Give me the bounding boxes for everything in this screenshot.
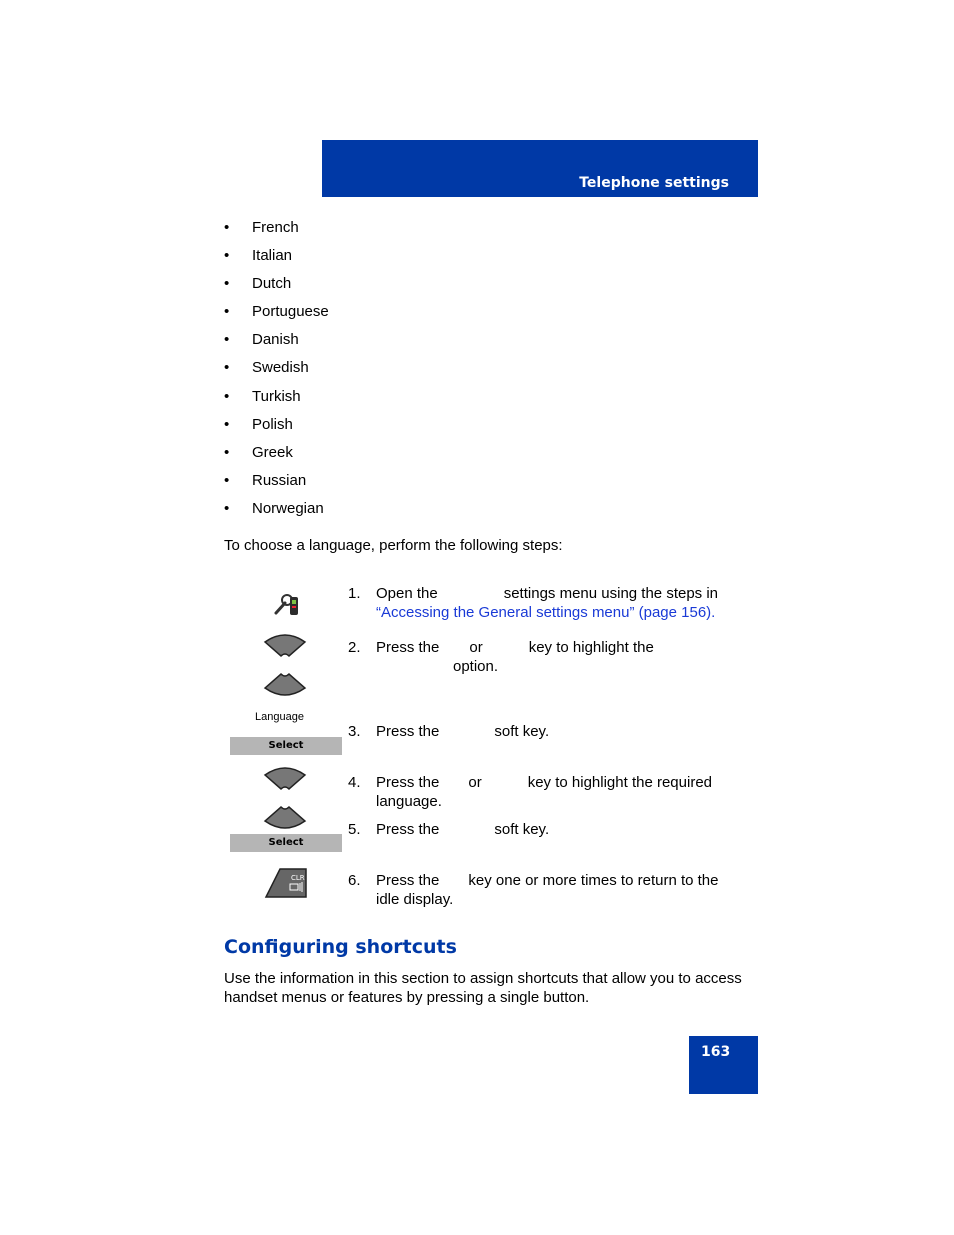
section-body: Use the information in this section to assign shortcuts that allow you to access handset menus or features by pressing a single button. [224, 970, 742, 1006]
list-item: • Greek [224, 443, 293, 461]
page-number: 163 [701, 1044, 731, 1060]
page-number-box [689, 1036, 758, 1094]
down-navigation-key-icon [263, 803, 307, 831]
down-navigation-key-icon [263, 670, 307, 698]
up-navigation-key-icon [263, 765, 307, 793]
clr-key-label: CLR [291, 874, 305, 882]
list-item: • Russian [224, 471, 307, 489]
list-item: • French [224, 219, 299, 236]
header-title: Telephone settings [579, 175, 729, 191]
list-item: • Portuguese [224, 303, 329, 321]
settings-tools-icon [273, 591, 301, 617]
list-item: • Polish [224, 415, 293, 433]
list-item: • Italian [224, 247, 293, 265]
list-item: • Swedish [224, 359, 309, 377]
general-settings-link[interactable]: “Accessing the General settings menu” (page 156). [376, 604, 716, 621]
clear-key-icon [264, 867, 308, 899]
up-navigation-key-icon [263, 632, 307, 660]
section-title: Configuring shortcuts [224, 936, 457, 958]
select-softkey: Select [230, 834, 342, 852]
list-item: • Norwegian [224, 499, 324, 517]
list-item: • Danish [224, 331, 299, 349]
intro-text: To choose a language, perform the following steps: [224, 537, 563, 554]
select-softkey: Select [230, 737, 342, 755]
header-bar [322, 140, 758, 197]
language-display-label: Language [255, 711, 304, 723]
language-list [224, 218, 329, 527]
list-item: • Turkish [224, 387, 301, 405]
list-item: • Dutch [224, 275, 292, 293]
